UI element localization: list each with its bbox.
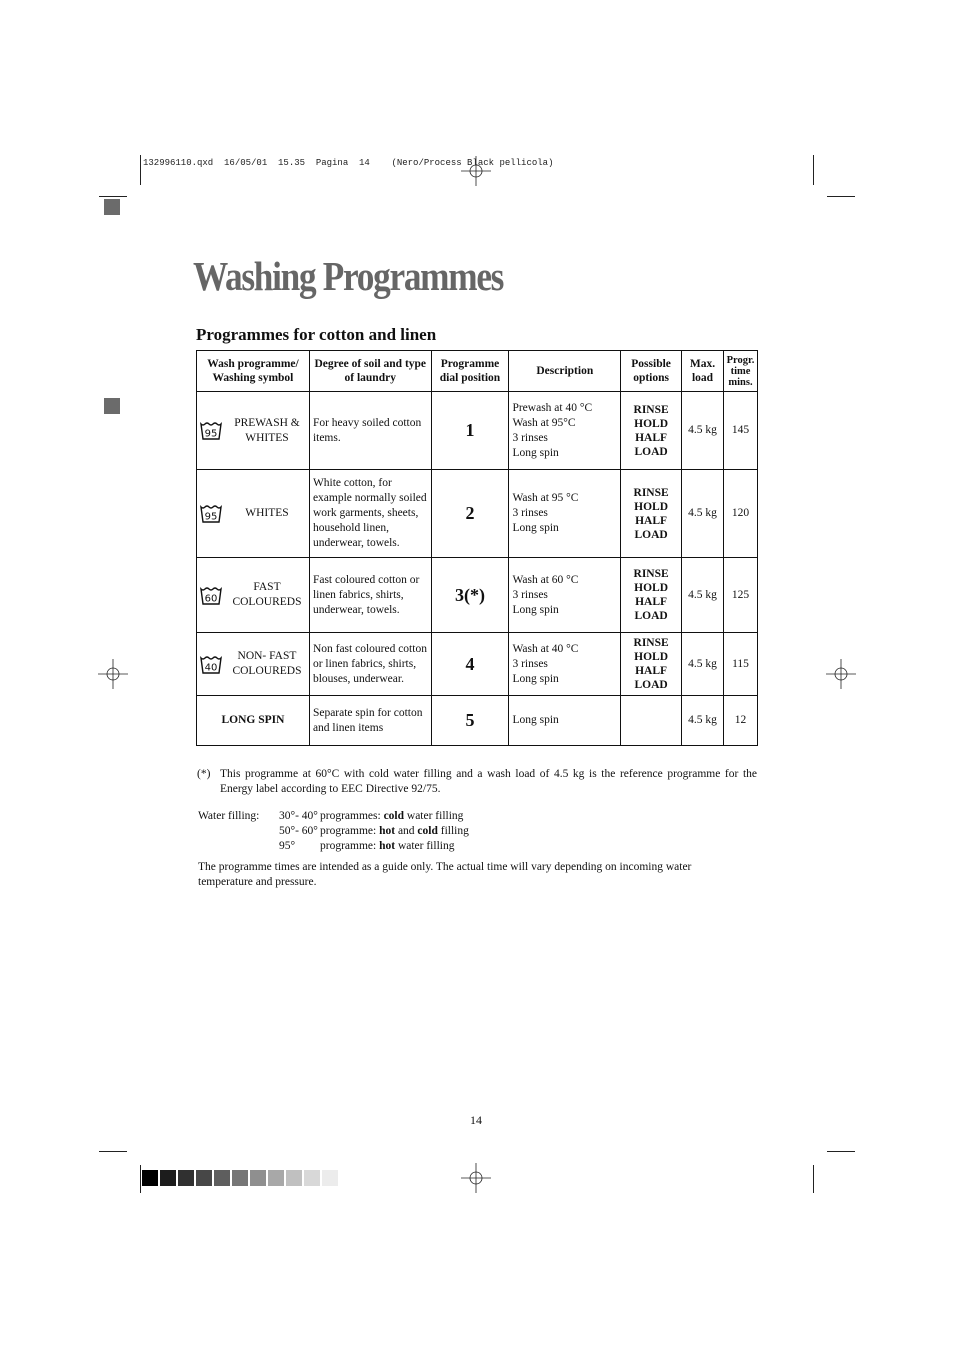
description-cell bbox=[509, 558, 621, 633]
programme-time-cell: 115 bbox=[723, 633, 757, 696]
water-filling-temp: 50°- 60° bbox=[279, 825, 318, 837]
description-line: Long spin bbox=[512, 446, 559, 459]
programmes-table bbox=[196, 350, 758, 746]
crop-mark bbox=[140, 155, 141, 185]
programme-name: LONG SPIN bbox=[221, 714, 285, 726]
water-filling-row bbox=[279, 839, 454, 854]
programme-times-note: The programme times are intended as a guide only. The actual time will vary depending on incoming water temperature and pressure. bbox=[198, 861, 692, 888]
dial-position-cell: 5 bbox=[431, 696, 509, 746]
footnote-mark: (*) bbox=[197, 768, 211, 780]
water-filling-text: filling bbox=[437, 825, 469, 837]
print-slug: 132996110.qxd 16/05/01 15.35 Pagina 14 (Nero/Process Black pellicola) bbox=[143, 158, 554, 168]
programme-time-cell: 120 bbox=[723, 470, 757, 558]
description-cell bbox=[509, 633, 621, 696]
registration-target-icon bbox=[461, 156, 491, 186]
soil-cell: White cotton, for example normally soiled work garments, sheets, household linen, underwear, towels. bbox=[309, 470, 431, 558]
crop-mark bbox=[99, 196, 127, 197]
description-line: Long spin bbox=[512, 522, 559, 534]
description-line: Long spin bbox=[512, 714, 559, 726]
programme-name: NON- FAST COLOUREDS bbox=[232, 650, 302, 677]
option-line: LOAD bbox=[634, 528, 668, 541]
option-line: HALF bbox=[635, 596, 668, 608]
option-line: HALF bbox=[635, 514, 668, 527]
header-options: Possible options bbox=[621, 351, 682, 392]
svg-text:40: 40 bbox=[204, 662, 218, 673]
dial-position-cell: 3(*) bbox=[431, 558, 509, 633]
description-line: Wash at 95 °C bbox=[512, 492, 579, 504]
crop-mark bbox=[827, 196, 855, 197]
programme-symbol-group bbox=[200, 416, 306, 446]
soil-cell: Fast coloured cotton or linen fabrics, shirts, underwear, towels. bbox=[309, 558, 431, 633]
description-line: Wash at 95°C bbox=[512, 416, 576, 429]
max-load-cell: 4.5 kg bbox=[682, 696, 724, 746]
color-swatch bbox=[196, 1170, 212, 1186]
water-filling-text: and bbox=[395, 825, 418, 837]
color-swatch bbox=[304, 1170, 320, 1186]
water-filling-text: programme: bbox=[320, 840, 380, 852]
option-line: HOLD bbox=[634, 417, 669, 430]
table-row bbox=[197, 470, 758, 558]
color-swatch bbox=[286, 1170, 302, 1186]
footnote bbox=[197, 767, 757, 797]
water-filling-bold: hot bbox=[379, 825, 396, 837]
max-load-cell: 4.5 kg bbox=[682, 558, 724, 633]
programme-time-cell: 125 bbox=[723, 558, 757, 633]
description-line: Wash at 40 °C bbox=[512, 642, 579, 655]
table-row bbox=[197, 696, 758, 746]
option-line: HOLD bbox=[634, 651, 669, 663]
page-number: 14 bbox=[470, 1113, 482, 1127]
svg-text:95: 95 bbox=[204, 428, 218, 440]
description-line: Wash at 60 °C bbox=[512, 573, 579, 586]
footnote-text: This programme at 60°C with cold water filling and a wash load of 4.5 kg is the reference programme for the Energy label according to EEC Directive 92/75. bbox=[220, 768, 757, 795]
description-line: 3 rinses bbox=[512, 431, 548, 444]
description-line: Prewash at 40 °C bbox=[512, 401, 593, 414]
wash-tub-icon bbox=[200, 421, 222, 440]
page-title: Washing Programmes bbox=[193, 253, 504, 299]
description-line: 3 rinses bbox=[512, 507, 548, 519]
table-header-row bbox=[197, 351, 758, 392]
registration-square bbox=[104, 398, 120, 414]
header-symbol: Wash programme/ Washing symbol bbox=[197, 351, 310, 392]
dial-position-cell: 4 bbox=[431, 633, 509, 696]
crop-mark bbox=[827, 1151, 855, 1152]
soil-cell: Non fast coloured cotton or linen fabrics, shirts, blouses, underwear. bbox=[309, 633, 431, 696]
crop-mark bbox=[140, 1165, 141, 1193]
color-swatch bbox=[178, 1170, 194, 1186]
header-load: Max. load bbox=[682, 351, 724, 392]
options-cell bbox=[621, 392, 682, 470]
color-swatch bbox=[322, 1170, 338, 1186]
color-swatch bbox=[232, 1170, 248, 1186]
programme-symbol-group bbox=[200, 649, 306, 679]
description-cell bbox=[509, 392, 621, 470]
water-filling-bold: cold bbox=[383, 810, 405, 822]
section-subtitle: Programmes for cotton and linen bbox=[196, 325, 437, 344]
description-line: Long spin bbox=[512, 672, 559, 685]
programme-name-cell bbox=[197, 470, 310, 558]
color-swatch bbox=[250, 1170, 266, 1186]
svg-text:95: 95 bbox=[204, 511, 218, 523]
programme-name-cell bbox=[197, 392, 310, 470]
header-dial: Programme dial position bbox=[431, 351, 509, 392]
registration-square bbox=[104, 199, 120, 215]
description-line: 3 rinses bbox=[512, 588, 548, 601]
wash-tub-icon bbox=[200, 586, 222, 605]
max-load-cell: 4.5 kg bbox=[682, 633, 724, 696]
options-cell bbox=[621, 558, 682, 633]
options-cell bbox=[621, 696, 682, 746]
crop-mark bbox=[813, 1165, 814, 1193]
color-swatch bbox=[268, 1170, 284, 1186]
header-soil: Degree of soil and type of laundry bbox=[309, 351, 431, 392]
soil-cell: For heavy soiled cotton items. bbox=[309, 392, 431, 470]
color-swatch bbox=[214, 1170, 230, 1186]
water-filling-row bbox=[279, 824, 469, 839]
option-line: HOLD bbox=[634, 582, 669, 594]
programme-name-cell bbox=[197, 696, 310, 746]
option-line: HOLD bbox=[634, 500, 669, 513]
option-line: RINSE bbox=[633, 568, 669, 580]
programme-name-cell bbox=[197, 633, 310, 696]
description-cell bbox=[509, 696, 621, 746]
water-filling-label: Water filling: bbox=[198, 810, 260, 822]
description-line: Long spin bbox=[512, 603, 559, 616]
programme-time-cell: 145 bbox=[723, 392, 757, 470]
table-row bbox=[197, 392, 758, 470]
programme-time-cell: 12 bbox=[723, 696, 757, 746]
programme-name: FAST COLOUREDS bbox=[232, 581, 302, 608]
programme-name-cell bbox=[197, 558, 310, 633]
option-line: LOAD bbox=[634, 610, 668, 622]
crop-mark bbox=[99, 1151, 127, 1152]
dial-position-cell: 2 bbox=[431, 470, 509, 558]
svg-text:60: 60 bbox=[204, 593, 218, 604]
header-description: Description bbox=[509, 351, 621, 392]
color-swatch bbox=[142, 1170, 158, 1186]
programme-name: PREWASH & WHITES bbox=[234, 416, 300, 444]
registration-target-icon bbox=[826, 659, 856, 689]
option-line: RINSE bbox=[633, 486, 669, 499]
programme-symbol-group bbox=[200, 580, 306, 610]
registration-target-icon bbox=[98, 659, 128, 689]
options-cell bbox=[621, 470, 682, 558]
water-filling-row bbox=[279, 809, 463, 824]
water-filling-temp: 30°- 40° bbox=[279, 810, 318, 822]
water-filling-bold: hot bbox=[379, 840, 396, 852]
option-line: LOAD bbox=[634, 445, 668, 458]
option-line: RINSE bbox=[633, 403, 669, 416]
water-filling-text: water filling bbox=[395, 840, 455, 852]
color-swatch bbox=[160, 1170, 176, 1186]
options-cell bbox=[621, 633, 682, 696]
max-load-cell: 4.5 kg bbox=[682, 470, 724, 558]
registration-target-icon bbox=[461, 1163, 491, 1193]
option-line: LOAD bbox=[634, 679, 668, 691]
wash-tub-icon bbox=[200, 655, 222, 674]
programme-symbol-group bbox=[200, 504, 306, 523]
water-filling-text: water filling bbox=[404, 810, 464, 822]
dial-position-cell: 1 bbox=[431, 392, 509, 470]
description-line: 3 rinses bbox=[512, 657, 548, 670]
option-line: HALF bbox=[635, 665, 668, 677]
water-filling-temp: 95° bbox=[279, 840, 296, 852]
option-line: RINSE bbox=[633, 637, 669, 649]
water-filling-bold: cold bbox=[417, 825, 438, 837]
crop-mark bbox=[813, 155, 814, 185]
water-filling-text: programmes: bbox=[320, 810, 384, 822]
water-filling-text: programme: bbox=[320, 825, 380, 837]
table-row bbox=[197, 558, 758, 633]
programme-name: WHITES bbox=[245, 507, 289, 519]
wash-tub-icon bbox=[200, 504, 222, 523]
table-row bbox=[197, 633, 758, 696]
option-line: HALF bbox=[635, 431, 668, 444]
description-cell bbox=[509, 470, 621, 558]
max-load-cell: 4.5 kg bbox=[682, 392, 724, 470]
header-time: Progr. time mins. bbox=[723, 351, 757, 392]
soil-cell: Separate spin for cotton and linen items bbox=[309, 696, 431, 746]
